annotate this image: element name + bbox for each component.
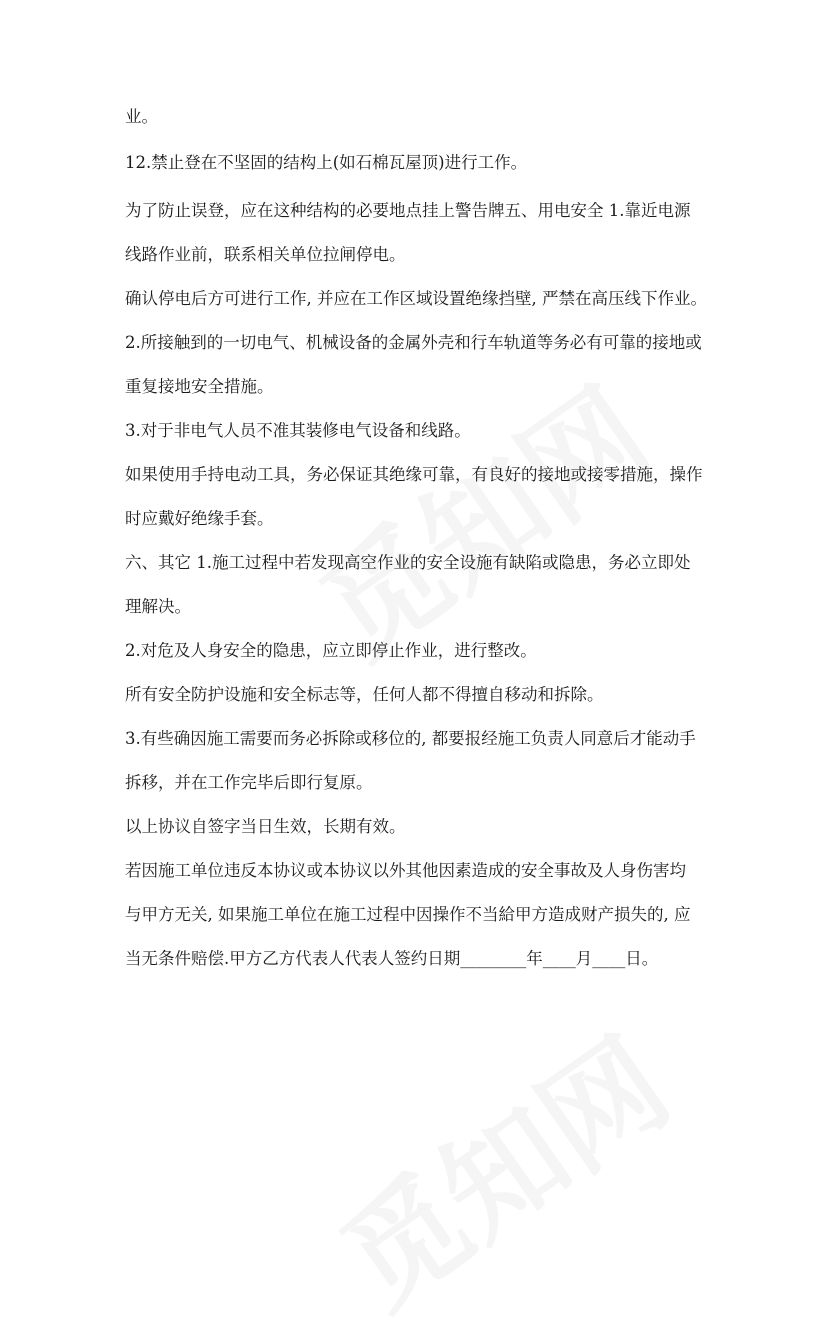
text-line: 当无条件赔偿.甲方乙方代表人代表人签约日期________年____月____日。	[125, 949, 659, 968]
text-line: 12.禁止登在不坚固的结构上(如石棉瓦屋顶)进行工作。	[125, 153, 528, 172]
text-line: 所有安全防护设施和安全标志等，任何人都不得擅自移动和拆除。	[125, 685, 604, 704]
watermark	[283, 342, 677, 689]
watermark-bottom	[303, 992, 697, 1339]
text-line: 确认停电后方可进行工作, 并应在工作区域设置绝缘挡壁, 严禁在高压线下作业。	[125, 289, 707, 308]
text-line: 若因施工单位违反本协议或本协议以外其他因素造成的安全事故及人身伤害均	[125, 861, 686, 880]
text-line: 理解决。	[125, 597, 191, 616]
text-line: 拆移，并在工作完毕后即行复原。	[125, 773, 373, 792]
text-line: 重复接地安全措施。	[125, 377, 274, 396]
text-line: 2.对危及人身安全的隐患，应立即停止作业，进行整改。	[125, 641, 537, 660]
text-line: 3.对于非电气人员不准其装修电气设备和线路。	[125, 421, 471, 440]
text-line: 2.所接触到的一切电气、机械设备的金属外壳和行车轨道等务必有可靠的接地或	[125, 333, 702, 352]
text-line: 如果使用手持电动工具，务必保证其绝缘可靠，有良好的接地或接零措施，操作	[125, 465, 703, 484]
text-line: 时应戴好绝缘手套。	[125, 509, 274, 528]
text-line: 以上协议自签字当日生效，长期有效。	[125, 817, 406, 836]
text-line: 线路作业前，联系相关单位拉闸停电。	[125, 245, 406, 264]
text-line: 为了防止误登，应在这种结构的必要地点挂上警告牌五、用电安全 1.靠近电源	[125, 201, 691, 220]
text-line: 业。	[125, 107, 158, 126]
text-line: 六、其它 1.施工过程中若发现高空作业的安全设施有缺陷或隐患，务必立即处	[125, 553, 691, 572]
text-line: 与甲方无关, 如果施工单位在施工过程中因操作不当給甲方造成财产损失的, 应	[125, 905, 691, 924]
text-line: 3.有些确因施工需要而务必拆除或移位的, 都要报经施工负责人同意后才能动手	[125, 729, 696, 748]
